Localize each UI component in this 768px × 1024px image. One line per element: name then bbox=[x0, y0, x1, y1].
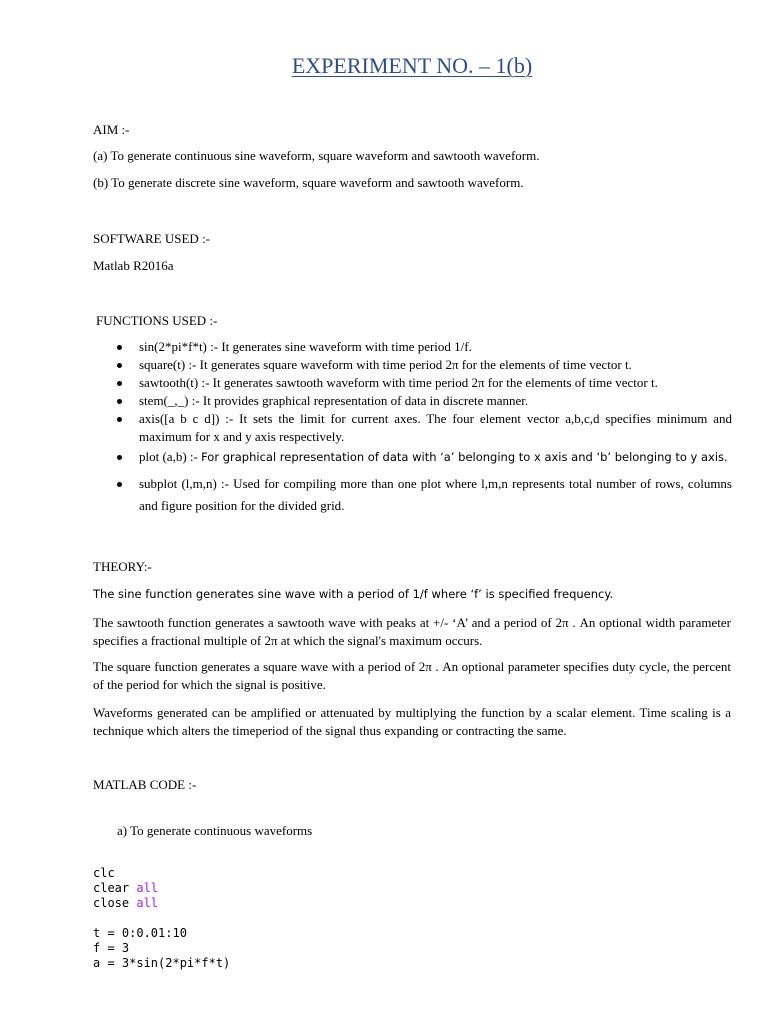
bullet-icon bbox=[117, 482, 122, 487]
list-item: stem(_,_) :- It provides graphical representation of data in discrete manner. bbox=[93, 392, 738, 410]
theory-heading: THEORY:- bbox=[93, 559, 152, 574]
matlab-heading: MATLAB CODE :- bbox=[93, 777, 197, 792]
theory-paragraph-4: Waveforms generated can be amplified or attenuated by multiplying the function by a scalar element. Time scaling is a technique which alters the timeperiod of the signal thus expanding or contracting the same. bbox=[93, 705, 731, 738]
list-item: subplot (l,m,n) :- Used for compiling more than one plot where l,m,n represents total number of rows, columns and figure position for the divided grid. bbox=[93, 473, 738, 517]
bullet-icon bbox=[117, 381, 122, 386]
aim-b: (b) To generate discrete sine waveform, square waveform and sawtooth waveform. bbox=[93, 175, 524, 190]
bullet-icon bbox=[117, 455, 122, 460]
code-line: clear all bbox=[93, 881, 159, 895]
code-blank-line bbox=[93, 911, 230, 926]
functions-heading: FUNCTIONS USED :- bbox=[96, 313, 218, 328]
matlab-subheading: a) To generate continuous waveforms bbox=[117, 823, 313, 838]
code-line: t = 0:0.01:10 bbox=[93, 926, 187, 940]
list-item: square(t) :- It generates square waveform with time period 2π for the elements of time vector t. bbox=[93, 356, 738, 374]
code-line: clc bbox=[93, 866, 115, 880]
bullet-icon bbox=[117, 363, 122, 368]
code-line: close all bbox=[93, 896, 159, 910]
theory-paragraph-3: The square function generates a square wave with a period of 2π . An optional parameter specifies duty cycle, the percent of the period for which the signal is positive. bbox=[93, 659, 731, 692]
code-line: f = 3 bbox=[93, 941, 130, 955]
theory-paragraph-2: The sawtooth function generates a sawtooth wave with peaks at +/- ‘A’ and a period of 2π . An optional width parameter specifies a fractional multiple of 2π at which the signal's maximum occurs. bbox=[93, 615, 731, 648]
bullet-icon bbox=[117, 399, 122, 404]
theory-paragraph-1: The sine function generates sine wave with a period of 1/f where ‘f’ is specified frequency. bbox=[93, 587, 614, 601]
code-block bbox=[93, 866, 230, 971]
list-item: sin(2*pi*f*t) :- It generates sine waveform with time period 1/f. bbox=[93, 338, 738, 356]
aim-a: (a) To generate continuous sine waveform, square waveform and sawtooth waveform. bbox=[93, 148, 540, 163]
list-item: sawtooth(t) :- It generates sawtooth waveform with time period 2π for the elements of time vector t. bbox=[93, 374, 738, 392]
aim-heading: AIM :- bbox=[93, 122, 130, 137]
software-heading: SOFTWARE USED :- bbox=[93, 231, 211, 246]
list-item: plot (a,b) :- For graphical representation of data with ‘a’ belonging to x axis and ‘b’ belonging to y axis. bbox=[93, 448, 738, 466]
bullet-icon bbox=[117, 417, 122, 422]
bullet-icon bbox=[117, 345, 122, 350]
functions-list bbox=[93, 338, 738, 517]
list-item: axis([a b c d]) :- It sets the limit for current axes. The four element vector a,b,c,d specifies minimum and maximum for x and y axis respectively. bbox=[93, 410, 738, 446]
software-value: Matlab R2016a bbox=[93, 258, 174, 273]
page-title: EXPERIMENT NO. – 1(b) bbox=[291, 53, 533, 78]
code-line: a = 3*sin(2*pi*f*t) bbox=[93, 956, 231, 970]
